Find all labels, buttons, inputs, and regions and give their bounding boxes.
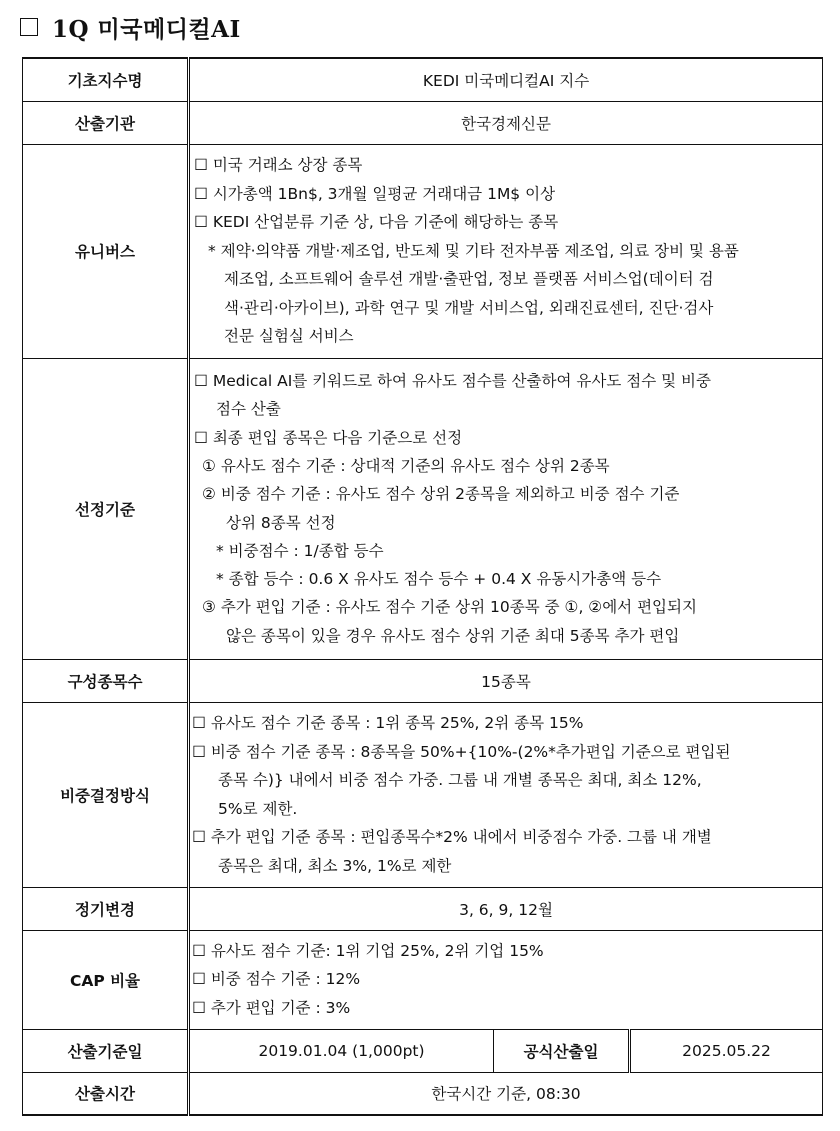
- row-weighting: [23, 702, 823, 887]
- universe-line: ☐ 시가총액 1Bn$, 3개월 일평균 거래대금 1M$ 이상: [194, 184, 556, 203]
- row-universe: [23, 144, 823, 358]
- selection-line: ① 유사도 점수 기준 : 상대적 기준의 유사도 점수 상위 2종목: [202, 456, 610, 475]
- weighting-line: ☐ 유사도 점수 기준 종목 : 1위 종목 25%, 2위 종목 15%: [192, 714, 584, 732]
- weighting-line: 종목은 최대, 최소 3%, 1%로 제한: [218, 856, 452, 875]
- value-base-date: 2019.01.04 (1,000pt): [189, 1029, 494, 1072]
- selection-line: 않은 종목이 있을 경우 유사도 점수 상위 기준 최대 5종목 추가 편입: [226, 626, 680, 645]
- label-official-date: 공식산출일: [494, 1029, 630, 1072]
- universe-note-line: 색·관리·아카이브), 과학 연구 및 개발 서비스업, 외래진료센터, 진단·검사: [224, 298, 714, 317]
- weighting-line: ☐ 비중 점수 기준 종목 : 8종목을 50%+{10%-(2%*추가편입 기준으로 편입된: [192, 742, 731, 761]
- row-calc-time: [23, 1072, 823, 1115]
- value-weighting: [189, 702, 823, 887]
- universe-note-line: 전문 실험실 서비스: [224, 327, 354, 346]
- title-checkbox: [20, 18, 38, 36]
- value-cap: [189, 930, 823, 1029]
- row-rebalance: [23, 887, 823, 930]
- universe-line: ☐ KEDI 산업분류 기준 상, 다음 기준에 해당하는 종목: [194, 213, 559, 232]
- label-base-date: 산출기준일: [23, 1029, 189, 1072]
- row-calc-agency: [23, 101, 823, 144]
- selection-line: 점수 산출: [216, 400, 281, 419]
- row-constituents: [23, 659, 823, 702]
- row-base-date: [23, 1029, 823, 1072]
- section-title: [20, 10, 241, 44]
- value-rebalance: 3, 6, 9, 12월: [189, 887, 823, 930]
- value-selection: [189, 358, 823, 659]
- universe-note-line: * 제약·의약품 개발·제조업, 반도체 및 기타 전자부품 제조업, 의료 장비 및 용품: [208, 241, 739, 260]
- weighting-line: 5%로 제한.: [218, 799, 298, 818]
- label-rebalance: 정기변경: [23, 887, 189, 930]
- value-constituents: 15종목: [189, 659, 823, 702]
- selection-line: ☐ 최종 편입 종목은 다음 기준으로 선정: [194, 428, 463, 447]
- cap-line: ☐ 비중 점수 기준 : 12%: [192, 970, 361, 989]
- selection-line: * 종합 등수 : 0.6 X 유사도 점수 등수 + 0.4 X 유동시가총액 등수: [216, 570, 662, 589]
- universe-note-line: 제조업, 소프트웨어 솔루션 개발·출판업, 정보 플랫폼 서비스업(데이터 검: [224, 270, 714, 289]
- value-universe: [189, 144, 823, 358]
- selection-line: * 비중점수 : 1/종합 등수: [216, 541, 384, 560]
- label-selection: 선정기준: [23, 358, 189, 659]
- selection-line: 상위 8종목 선정: [226, 513, 336, 532]
- value-official-date: 2025.05.22: [630, 1029, 823, 1072]
- row-base-index: [23, 58, 823, 101]
- universe-line: ☐ 미국 거래소 상장 종목: [194, 156, 363, 175]
- label-calc-time: 산출시간: [23, 1072, 189, 1115]
- selection-line: ② 비중 점수 기준 : 유사도 점수 상위 2종목을 제외하고 비중 점수 기준: [202, 485, 680, 504]
- weighting-line: 종목 수)} 내에서 비중 점수 가중. 그룹 내 개별 종목은 최대, 최소 12%,: [218, 771, 702, 789]
- label-calc-agency: 산출기관: [23, 101, 189, 144]
- weighting-line: ☐ 추가 편입 기준 종목 : 편입종목수*2% 내에서 비중점수 가중. 그룹 내 개별: [192, 828, 712, 846]
- cap-line: ☐ 추가 편입 기준 : 3%: [192, 998, 351, 1017]
- cap-line: ☐ 유사도 점수 기준: 1위 기업 25%, 2위 기업 15%: [192, 941, 544, 960]
- row-selection: [23, 358, 823, 659]
- row-cap: [23, 930, 823, 1029]
- index-spec-table: [22, 57, 823, 1116]
- label-constituents: 구성종목수: [23, 659, 189, 702]
- value-calc-agency: 한국경제신문: [189, 101, 823, 144]
- value-calc-time: 한국시간 기준, 08:30: [189, 1072, 823, 1115]
- value-base-index: KEDI 미국메디컬AI 지수: [189, 58, 823, 101]
- label-cap: CAP 비율: [23, 930, 189, 1029]
- label-weighting: 비중결정방식: [23, 702, 189, 887]
- selection-line: ☐ Medical AI를 키워드로 하여 유사도 점수를 산출하여 유사도 점수 및 비중: [194, 372, 711, 391]
- selection-line: ③ 추가 편입 기준 : 유사도 점수 기준 상위 10종목 중 ①, ②에서 편입되지: [202, 598, 697, 617]
- label-universe: 유니버스: [23, 144, 189, 358]
- section-title-text: 1Q 미국메디컬AI: [52, 15, 241, 43]
- label-base-index: 기초지수명: [23, 58, 189, 101]
